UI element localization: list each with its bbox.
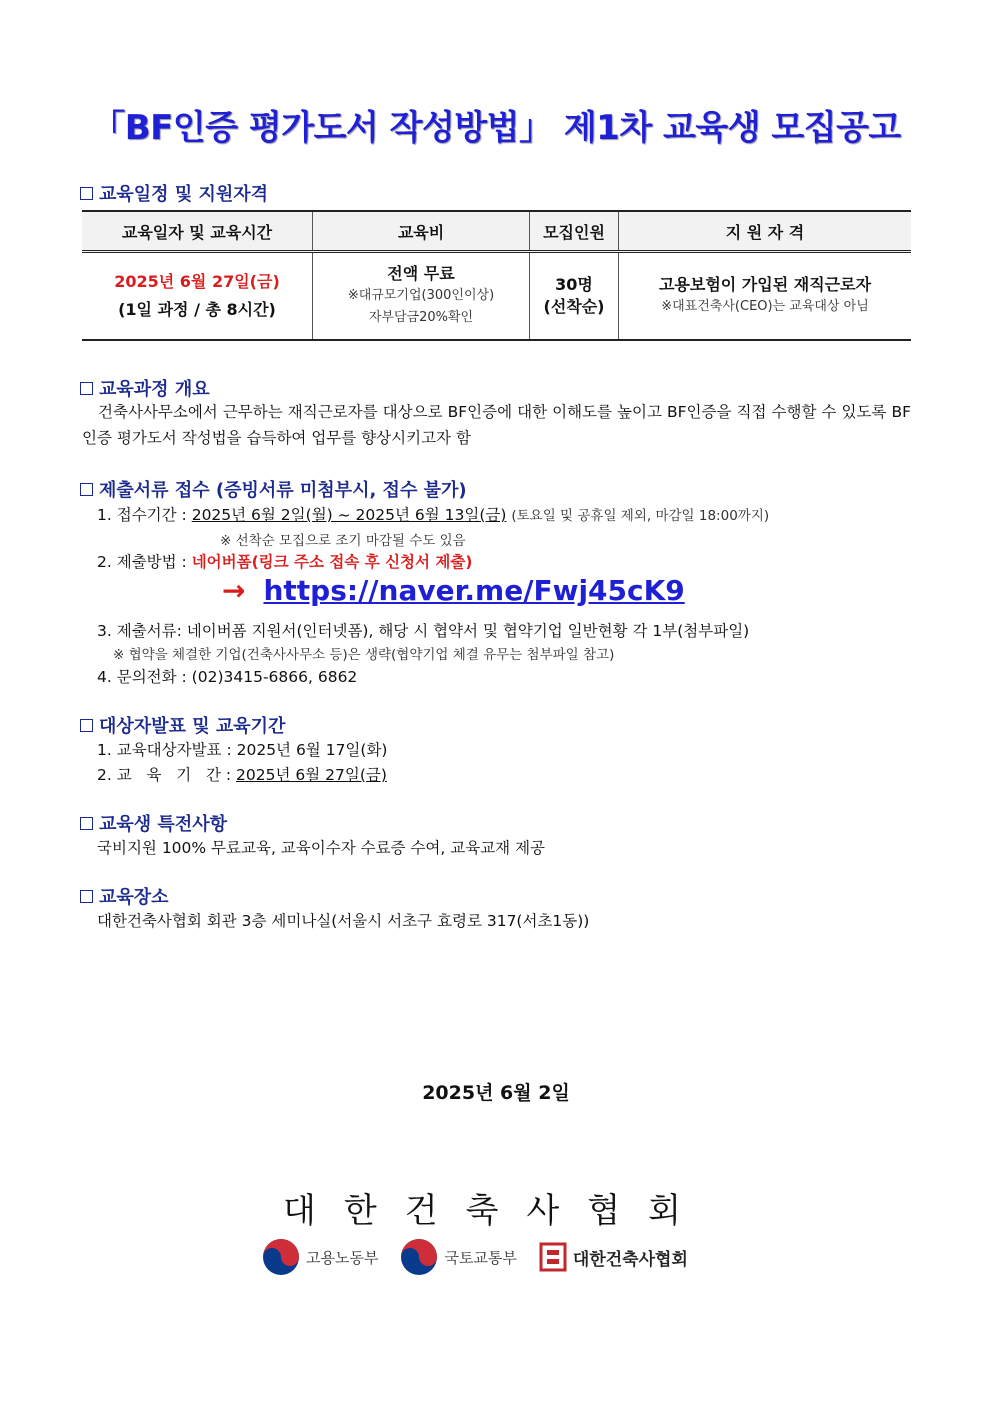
table-cell-fee: 전액 무료 ※대규모기업(300인이상) 자부담금20%확인 xyxy=(313,252,530,341)
table-cell-date: 2025년 6월 27일(금) (1일 과정 / 총 8시간) xyxy=(82,252,313,341)
checkbox-bullet-icon xyxy=(80,187,93,200)
section-location-heading: 교육장소 xyxy=(80,883,169,909)
table-header: 교육비 xyxy=(313,211,530,252)
table-header: 교육일자 및 교육시간 xyxy=(82,211,313,252)
application-link-row xyxy=(222,574,685,607)
table-row xyxy=(82,252,911,341)
table-header: 지 원 자 격 xyxy=(619,211,912,252)
submission-documents-note: ※ 협약을 체결한 기업(건축사사무소 등)은 생략(협약기업 체결 유무는 첨부파일 참고) xyxy=(113,647,615,663)
checkbox-bullet-icon xyxy=(80,719,93,732)
section-schedule-heading: 교육일정 및 지원자격 xyxy=(80,180,268,206)
schedule-table xyxy=(82,210,911,341)
section-announce-heading: 대상자발표 및 교육기간 xyxy=(80,712,285,738)
table-cell-qualification: 고용보험이 가입된 재직근로자 ※대표건축사(CEO)는 교육대상 아님 xyxy=(619,252,912,341)
right-arrow-icon: → xyxy=(222,574,246,607)
section-overview-heading: 교육과정 개요 xyxy=(80,375,210,401)
molit-logo: 국토교통부 xyxy=(400,1238,516,1276)
checkbox-bullet-icon xyxy=(80,890,93,903)
application-link[interactable]: https://naver.me/Fwj45cK9 xyxy=(263,574,685,607)
checkbox-bullet-icon xyxy=(80,817,93,830)
section-submission-heading: 제출서류 접수 (증빙서류 미첨부시, 접수 불가) xyxy=(80,476,467,502)
kira-emblem-icon xyxy=(539,1242,567,1272)
logo-strip xyxy=(262,1235,710,1279)
table-header: 모집인원 xyxy=(530,211,619,252)
kira-logo: 대한건축사협회 xyxy=(539,1242,688,1272)
announce-date: 1. 교육대상자발표 : 2025년 6월 17일(화) xyxy=(97,741,388,759)
location-text: 대한건축사협회 회관 3층 세미나실(서울시 서초구 효령로 317(서초1동)) xyxy=(97,912,590,930)
submission-period: 1. 접수기간 : 2025년 6월 2일(월) ~ 2025년 6월 13일(금) (토요일 및 공휴일 제외, 마감일 18:00까지) xyxy=(97,506,770,524)
submission-documents: 3. 제출서류: 네이버폼 지원서(인터넷폼), 해당 시 협약서 및 협약기업 일반현황 각 1부(첨부파일) xyxy=(97,622,750,640)
overview-text: 건축사사무소에서 근무하는 재직근로자를 대상으로 BF인증에 대한 이해도를 높이고 BF인증을 직접 수행할 수 있도록 BF인증 평가도서 작성법을 습득하여 업무를 향상시키고자 함 xyxy=(82,403,911,447)
table-cell-count: 30명 (선착순) xyxy=(530,252,619,341)
organization-name: 대한건축사협회 xyxy=(283,1191,709,1231)
submission-method: 2. 제출방법 : 네어버폼(링크 주소 접속 후 신청서 제출) xyxy=(97,553,473,571)
table-header-row xyxy=(82,211,911,252)
benefits-text: 국비지원 100% 무료교육, 교육이수자 수료증 수여, 교육교재 제공 xyxy=(97,839,546,857)
issue-date: 2025년 6월 2일 xyxy=(422,1082,570,1104)
submission-period-note: ※ 선착순 모집으로 조기 마감될 수도 있음 xyxy=(220,533,466,549)
moel-logo: 고용노동부 xyxy=(262,1238,378,1276)
section-benefits-heading: 교육생 특전사항 xyxy=(80,810,227,836)
checkbox-bullet-icon xyxy=(80,483,93,496)
taegeuk-icon xyxy=(400,1238,438,1276)
checkbox-bullet-icon xyxy=(80,382,93,395)
contact-phone: 4. 문의전화 : (02)3415-6866, 6862 xyxy=(97,668,358,686)
page-title: 「BF인증 평가도서 작성방법」 제1차 교육생 모집공고 xyxy=(91,108,901,148)
taegeuk-icon xyxy=(262,1238,300,1276)
education-period: 2. 교 육 기 간 : 2025년 6월 27일(금) xyxy=(97,766,387,784)
